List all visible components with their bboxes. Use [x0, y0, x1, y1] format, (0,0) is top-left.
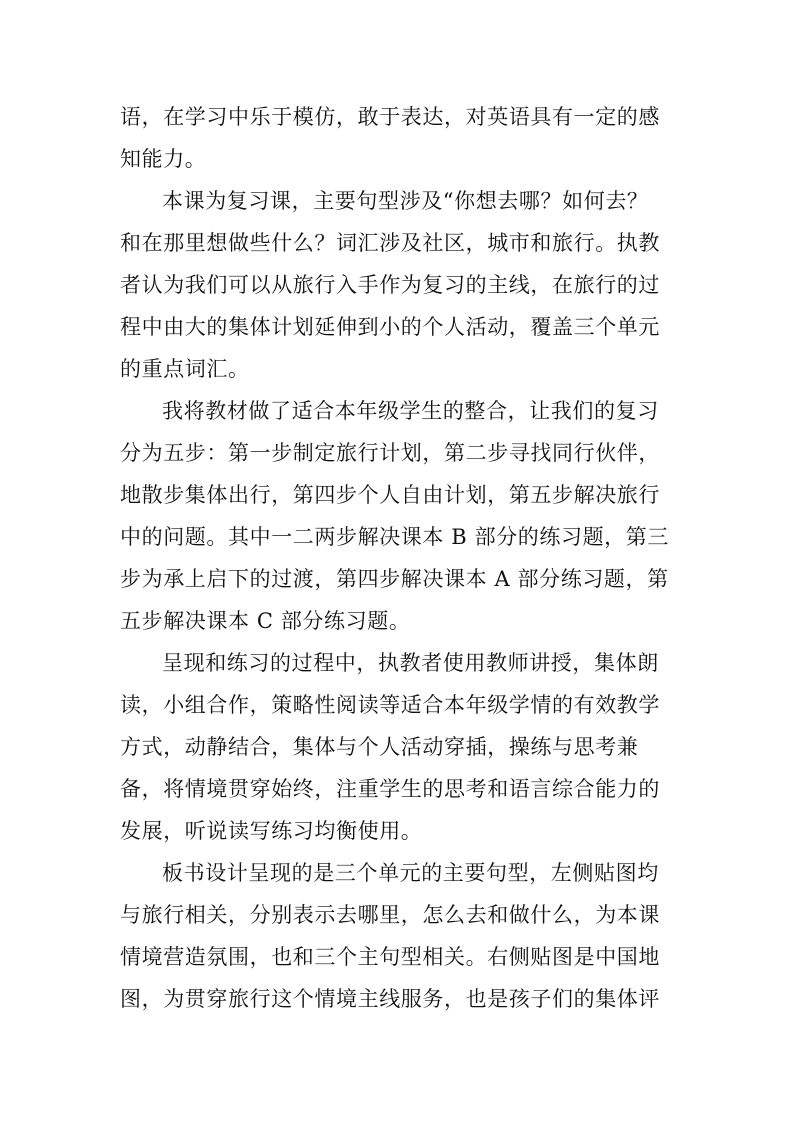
text-line: 备，将情境贯穿始终，注重学生的思考和语言综合能力的: [120, 777, 660, 801]
text-line: 的重点词汇。: [120, 357, 250, 381]
text-line: 语，在学习中乐于模仿，敢于表达，对英语具有一定的感: [120, 105, 660, 129]
paragraph-first-line: 板书设计呈现的是三个单元的主要句型，左侧贴图均: [162, 861, 659, 885]
text-line: 步为承上启下的过渡，第四步解决课本 A 部分练习题，第: [120, 567, 669, 591]
paragraph-first-line: 我将教材做了适合本年级学生的整合，让我们的复习: [162, 399, 659, 423]
text-line: 程中由大的集体计划延伸到小的个人活动，覆盖三个单元: [120, 315, 660, 339]
text-line: 发展，听说读写练习均衡使用。: [120, 819, 423, 843]
text-line: 五步解决课本 C 部分练习题。: [120, 609, 411, 633]
text-line: 方式，动静结合，集体与个人活动穿插，操练与思考兼: [120, 735, 639, 759]
text-line: 图，为贯穿旅行这个情境主线服务，也是孩子们的集体评: [120, 987, 660, 1011]
text-line: 者认为我们可以从旅行入手作为复习的主线，在旅行的过: [120, 273, 660, 297]
text-line: 地散步集体出行，第四步个人自由计划，第五步解决旅行: [120, 483, 660, 507]
text-line: 分为五步：第一步制定旅行计划，第二步寻找同行伙伴，: [120, 441, 660, 465]
paragraph-first-line: 呈现和练习的过程中，执教者使用教师讲授，集体朗: [162, 651, 659, 675]
text-line: 中的问题。其中一二两步解决课本 B 部分的练习题，第三: [120, 525, 669, 549]
text-line: 与旅行相关，分别表示去哪里，怎么去和做什么，为本课: [120, 903, 660, 927]
paragraph-first-line: 本课为复习课，主要句型涉及“你想去哪？如何去？: [162, 189, 649, 213]
text-line: 读，小组合作，策略性阅读等适合本年级学情的有效教学: [120, 693, 660, 717]
text-line: 知能力。: [120, 147, 207, 171]
text-line: 情境营造氛围，也和三个主句型相关。右侧贴图是中国地: [120, 945, 660, 969]
text-line: 和在那里想做些什么？词汇涉及社区，城市和旅行。执教: [120, 231, 660, 255]
